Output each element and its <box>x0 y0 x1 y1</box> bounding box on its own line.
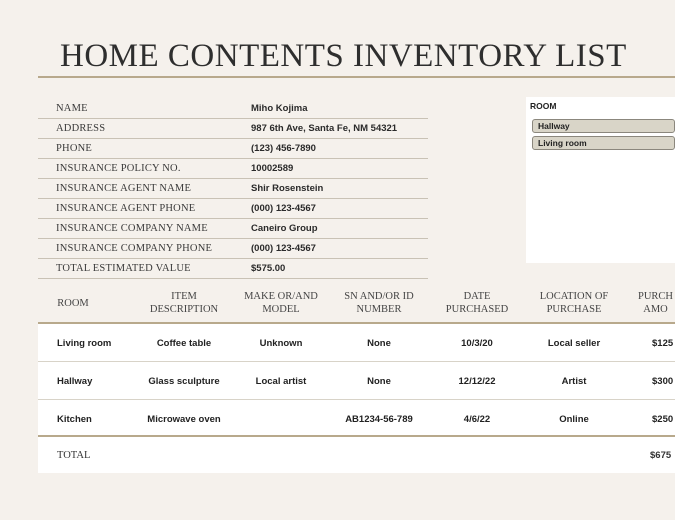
column-header-location[interactable]: LOCATION OF PURCHASE <box>539 291 609 315</box>
info-row-company-phone[interactable] <box>38 240 428 259</box>
info-label: TOTAL ESTIMATED VALUE <box>56 263 191 274</box>
info-value[interactable]: (123) 456-7890 <box>251 143 316 154</box>
page-title: HOME CONTENTS INVENTORY LIST <box>60 38 627 74</box>
info-row-company-name[interactable] <box>38 220 428 239</box>
cell-item-description[interactable]: Glass sculpture <box>148 376 220 387</box>
cell-sn-id[interactable]: None <box>367 376 391 387</box>
info-row-policy-no[interactable] <box>38 160 428 179</box>
info-row-address[interactable] <box>38 120 428 139</box>
cell-date-purchased[interactable]: 4/6/22 <box>463 414 491 425</box>
column-header-item-description[interactable]: ITEM DESCRIPTION <box>149 291 219 315</box>
cell-room[interactable]: Kitchen <box>57 414 92 425</box>
cell-sn-id[interactable]: None <box>367 338 391 349</box>
info-row-agent-name[interactable] <box>38 180 428 199</box>
cell-location[interactable]: Artist <box>561 376 587 387</box>
info-value[interactable]: 987 6th Ave, Santa Fe, NM 54321 <box>251 123 398 134</box>
slicer-title: ROOM <box>530 101 557 111</box>
table-row[interactable] <box>38 400 675 437</box>
info-label: INSURANCE COMPANY NAME <box>56 223 208 234</box>
cell-date-purchased[interactable]: 10/3/20 <box>461 338 493 349</box>
cell-location[interactable]: Online <box>559 414 589 425</box>
info-label: INSURANCE POLICY NO. <box>56 163 181 174</box>
cell-room[interactable]: Hallway <box>57 376 93 387</box>
info-label: INSURANCE AGENT NAME <box>56 183 192 194</box>
info-row-phone[interactable] <box>38 140 428 159</box>
cell-make-model[interactable]: Local artist <box>255 376 307 387</box>
column-header-date-purchased[interactable]: DATE PURCHASED <box>445 291 509 315</box>
info-label: PHONE <box>56 143 93 154</box>
info-value[interactable]: Caneiro Group <box>251 223 318 234</box>
total-divider <box>38 435 675 437</box>
cell-location[interactable]: Local seller <box>547 338 601 349</box>
info-label: INSURANCE COMPANY PHONE <box>56 243 213 254</box>
cell-purchase-amount[interactable]: $300 <box>652 376 674 387</box>
info-label: INSURANCE AGENT PHONE <box>56 203 196 214</box>
room-slicer[interactable] <box>526 97 675 263</box>
cell-purchase-amount[interactable]: $250 <box>652 414 674 425</box>
info-label: ADDRESS <box>56 123 106 134</box>
cell-room[interactable]: Living room <box>57 338 112 349</box>
info-value[interactable]: (000) 123-4567 <box>251 243 316 254</box>
total-label: TOTAL <box>57 450 91 461</box>
cell-sn-id[interactable]: AB1234-56-789 <box>345 414 413 425</box>
total-amount[interactable]: $675 <box>650 450 672 461</box>
title-divider <box>38 76 675 78</box>
info-value[interactable]: $575.00 <box>251 263 286 274</box>
cell-make-model[interactable]: Unknown <box>259 338 303 349</box>
table-row[interactable] <box>38 362 675 400</box>
column-header-purchase-amount[interactable]: PURCH AMO <box>638 291 674 315</box>
info-value[interactable]: (000) 123-4567 <box>251 203 316 214</box>
info-label: NAME <box>56 103 88 114</box>
info-row-total-value[interactable] <box>38 260 428 279</box>
info-value[interactable]: 10002589 <box>251 163 294 174</box>
column-header-sn-id[interactable]: SN AND/OR ID NUMBER <box>344 291 414 315</box>
cell-date-purchased[interactable]: 12/12/22 <box>458 376 496 387</box>
info-row-name[interactable] <box>38 100 428 119</box>
info-value[interactable]: Miho Kojima <box>251 103 308 114</box>
column-header-room[interactable]: ROOM <box>57 297 89 309</box>
table-row[interactable] <box>38 324 675 362</box>
info-value[interactable]: Shir Rosenstein <box>251 183 324 194</box>
column-header-make-model[interactable]: MAKE OR/AND MODEL <box>244 291 318 315</box>
inventory-table <box>38 285 675 473</box>
owner-info-block <box>38 100 428 280</box>
slicer-item-living-room[interactable]: Living room <box>532 136 675 150</box>
info-row-agent-phone[interactable] <box>38 200 428 219</box>
cell-item-description[interactable]: Coffee table <box>156 338 212 349</box>
slicer-item-hallway[interactable]: Hallway <box>532 119 675 133</box>
cell-purchase-amount[interactable]: $125 <box>652 338 674 349</box>
cell-item-description[interactable]: Microwave oven <box>147 414 221 425</box>
